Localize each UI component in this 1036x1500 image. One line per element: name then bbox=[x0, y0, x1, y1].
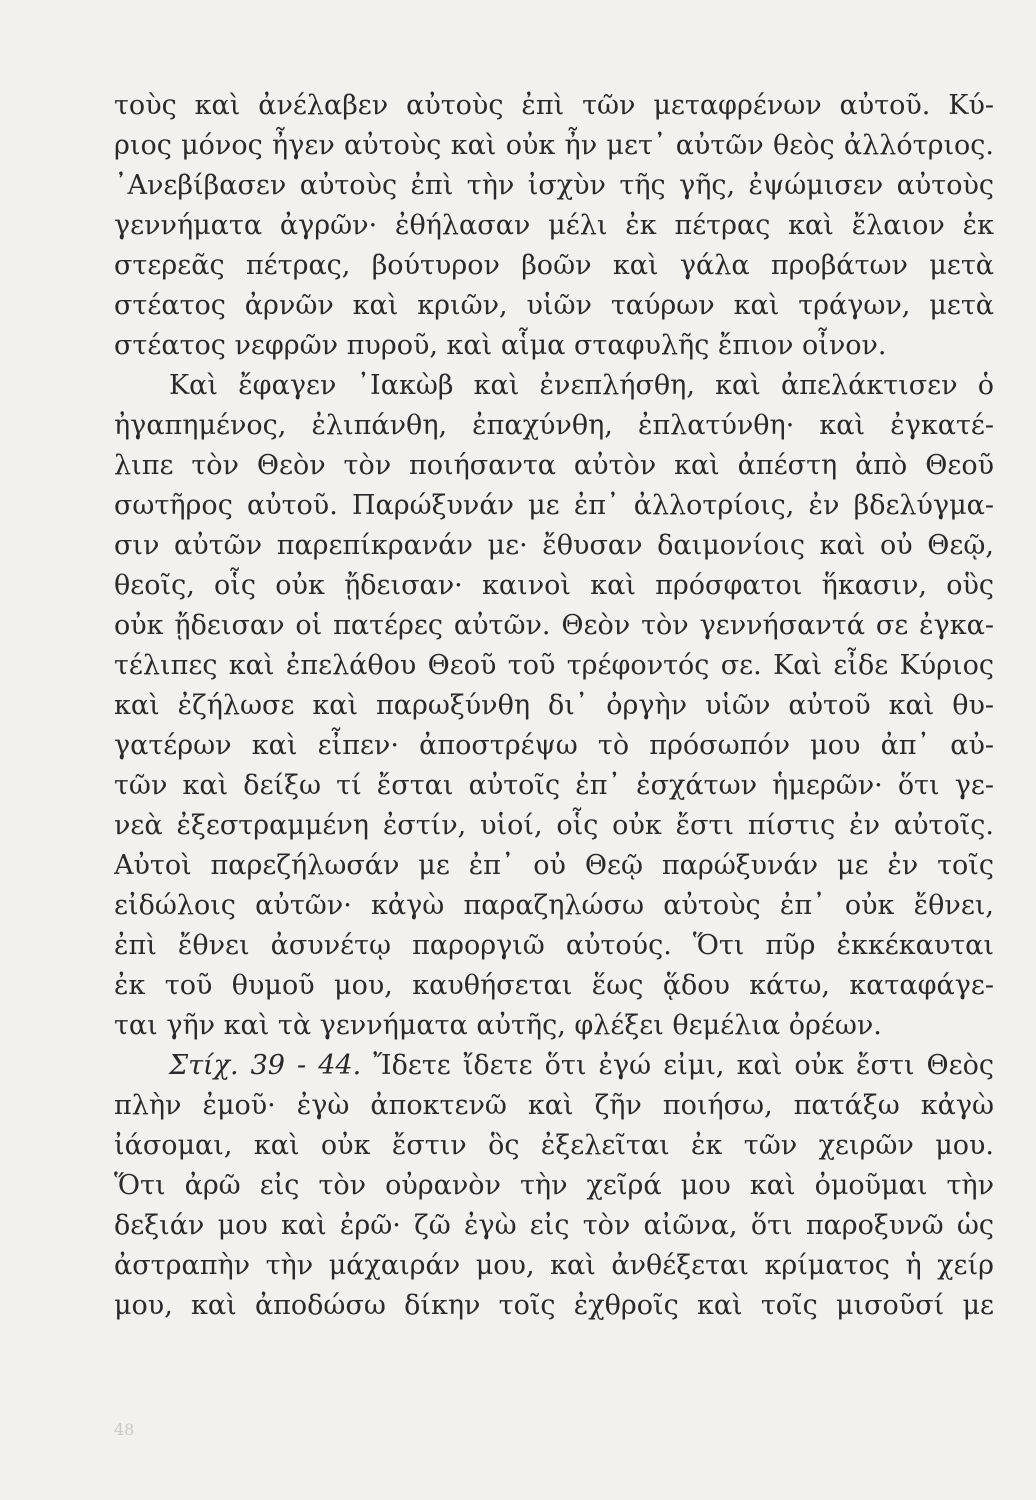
text-line: στερεᾶς πέτρας, βούτυρον βοῶν καὶ γάλα προβάτων μετὰ bbox=[114, 250, 994, 281]
text-line: ἀστραπὴν τὴν μάχαιράν μου, καὶ ἀνθέξεται κρίματος ἡ χείρ bbox=[114, 1250, 994, 1281]
text-line: σιν αὐτῶν παρεπίκρανάν με· ἔθυσαν δαιμονίοις καὶ οὐ Θεῷ, bbox=[114, 530, 994, 561]
text-line: τοὺς καὶ ἀνέλαβεν αὐτοὺς ἐπὶ τῶν μεταφρένων αὐτοῦ. Κύ- bbox=[114, 90, 994, 121]
text-line: ἐπὶ ἔθνει ἀσυνέτῳ παροργιῶ αὐτούς. Ὅτι πῦρ ἐκκέκαυται bbox=[114, 930, 994, 961]
text-line: Καὶ ἔφαγεν ᾿Ιακὼβ καὶ ἐνεπλήσθη, καὶ ἀπελάκτισεν ὁ bbox=[169, 370, 994, 401]
verse-reference: Στίχ. 39 - 44. bbox=[169, 1050, 362, 1081]
text-line: ται γῆν καὶ τὰ γεννήματα αὐτῆς, φλέξει θεμέλια ὀρέων. bbox=[114, 1010, 882, 1041]
verse-text: Ἴδετε ἴδετε ὅτι ἐγώ εἰμι, καὶ οὐκ ἔστι Θεὸς bbox=[373, 1050, 994, 1081]
text-line: μου, καὶ ἀποδώσω δίκην τοῖς ἐχθροῖς καὶ τοῖς μισοῦσί με bbox=[114, 1290, 994, 1321]
text-line: ἠγαπημένος, ἐλιπάνθη, ἐπαχύνθη, ἐπλατύνθη· καὶ ἐγκατέ- bbox=[114, 410, 994, 441]
text-line: εἰδώλοις αὐτῶν· κἀγὼ παραζηλώσω αὐτοὺς ἐπ᾿ οὐκ ἔθνει, bbox=[114, 890, 994, 921]
text-line: δεξιάν μου καὶ ἐρῶ· ζῶ ἐγὼ εἰς τὸν αἰῶνα, ὅτι παροξυνῶ ὡς bbox=[114, 1210, 994, 1241]
text-line: ᾿Ανεβίβασεν αὐτοὺς ἐπὶ τὴν ἰσχὺν τῆς γῆς, ἐψώμισεν αὐτοὺς bbox=[114, 170, 994, 201]
text-line: πλὴν ἐμοῦ· ἐγὼ ἀποκτενῶ καὶ ζῆν ποιήσω, πατάξω κἀγὼ bbox=[114, 1090, 994, 1121]
page-number: 48 bbox=[114, 1420, 135, 1439]
text-line: στέατος ἀρνῶν καὶ κριῶν, υἱῶν ταύρων καὶ τράγων, μετὰ bbox=[114, 290, 994, 321]
text-line: γεννήματα ἀγρῶν· ἐθήλασαν μέλι ἐκ πέτρας καὶ ἔλαιον ἐκ bbox=[114, 210, 994, 241]
text-line: θεοῖς, οἷς οὐκ ᾔδεισαν· καινοὶ καὶ πρόσφατοι ἥκασιν, οὓς bbox=[114, 570, 994, 601]
text-line: ριος μόνος ἦγεν αὐτοὺς καὶ οὐκ ἦν μετ᾿ αὐτῶν θεὸς ἀλλότριος. bbox=[114, 130, 994, 161]
text-line: λιπε τὸν Θεὸν τὸν ποιήσαντα αὐτὸν καὶ ἀπέστη ἀπὸ Θεοῦ bbox=[114, 450, 994, 481]
text-line: οὐκ ᾔδεισαν οἱ πατέρες αὐτῶν. Θεὸν τὸν γεννήσαντά σε ἐγκα- bbox=[114, 610, 994, 641]
text-line: ἐκ τοῦ θυμοῦ μου, καυθήσεται ἕως ᾅδου κάτω, καταφάγε- bbox=[114, 970, 994, 1001]
text-line: τῶν καὶ δείξω τί ἔσται αὐτοῖς ἐπ᾿ ἐσχάτων ἡμερῶν· ὅτι γε- bbox=[114, 770, 994, 801]
text-line: σωτῆρος αὐτοῦ. Παρώξυνάν με ἐπ᾿ ἀλλοτρίοις, ἐν βδελύγμα- bbox=[114, 490, 994, 521]
text-line: στέατος νεφρῶν πυροῦ, καὶ αἷμα σταφυλῆς ἔπιον οἶνον. bbox=[114, 330, 887, 361]
text-line: νεὰ ἐξεστραμμένη ἐστίν, υἱοί, οἷς οὐκ ἔστι πίστις ἐν αὐτοῖς. bbox=[114, 810, 994, 841]
verse-line bbox=[114, 1046, 994, 1086]
text-line: τέλιπες καὶ ἐπελάθου Θεοῦ τοῦ τρέφοντός σε. Καὶ εἶδε Κύριος bbox=[114, 650, 994, 681]
text-line: Ὅτι ἀρῶ εἰς τὸν οὐρανὸν τὴν χεῖρά μου καὶ ὀμοῦμαι τὴν bbox=[114, 1170, 994, 1201]
text-line: ἰάσομαι, καὶ οὐκ ἔστιν ὃς ἐξελεῖται ἐκ τῶν χειρῶν μου. bbox=[114, 1130, 994, 1161]
text-line: καὶ ἐζήλωσε καὶ παρωξύνθη δι᾿ ὀργὴν υἱῶν αὐτοῦ καὶ θυ- bbox=[114, 690, 994, 721]
text-line: γατέρων καὶ εἶπεν· ἀποστρέψω τὸ πρόσωπόν μου ἀπ᾿ αὐ- bbox=[114, 730, 994, 761]
text-line: Αὐτοὶ παρεζήλωσάν με ἐπ᾿ οὐ Θεῷ παρώξυνάν με ἐν τοῖς bbox=[114, 850, 994, 881]
